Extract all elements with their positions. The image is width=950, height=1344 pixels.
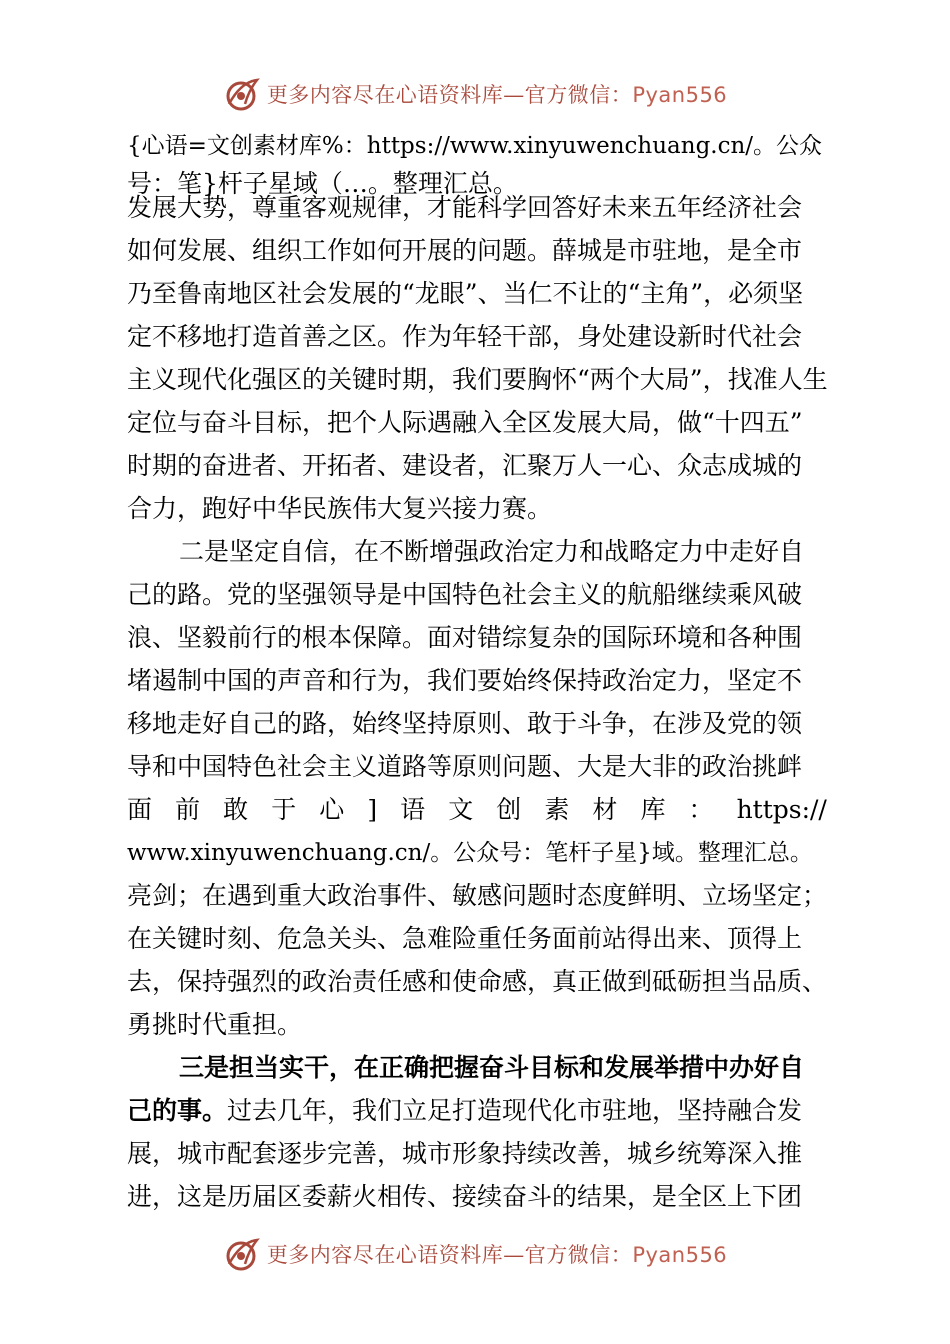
text-line: 己的路。党的坚强领导是中国特色社会主义的航船继续乘风破 <box>127 580 803 609</box>
text-line: 定不移地打造首善之区。作为年轻干部，身处建设新时代社会 <box>127 322 803 351</box>
text-line: 合力，跑好中华民族伟大复兴接力赛。 <box>127 494 553 523</box>
spread-char: 库 <box>640 795 666 824</box>
text-line: 发展大势，尊重客观规律，才能科学回答好未来五年经济社会 <box>127 193 803 222</box>
text-line: {心语=文创素材库%：https://www.xinyuwenchuang.cn/。公众 <box>127 133 823 159</box>
spread-text-line <box>127 790 827 830</box>
spread-char: https:// <box>736 795 827 824</box>
spread-char: 于 <box>271 795 297 824</box>
header-watermark-banner <box>0 72 950 116</box>
spread-char: ： <box>688 795 714 824</box>
spread-char: ] <box>367 795 378 824</box>
brush-logo-icon <box>223 74 263 114</box>
text-line: 浪、坚毅前行的根本保障。面对错综复杂的国际环境和各种围 <box>127 623 803 652</box>
spread-char: 材 <box>592 795 618 824</box>
spread-char: 前 <box>175 795 201 824</box>
text-line: 号：笔}杆子星域（…。整理汇总。 <box>127 169 518 198</box>
text-line: 移地走好自己的路，始终坚持原则、敢于斗争，在涉及党的领 <box>127 709 803 738</box>
bold-lead: 己的事。 <box>127 1096 228 1125</box>
text-line: 如何发展、组织工作如何开展的问题。薛城是市驻地，是全市 <box>127 236 803 265</box>
text-line: 导和中国特色社会主义道路等原则问题、大是大非的政治挑衅 <box>127 752 803 781</box>
spread-char: 心 <box>319 795 345 824</box>
text-line: www.xinyuwenchuang.cn/。公众号：笔杆子星}域。整理汇总。 <box>127 840 813 866</box>
spread-char: 语 <box>400 795 426 824</box>
watermark-text: 更多内容尽在心语资料库—官方微信：Pyan556 <box>266 83 728 107</box>
text-line: 定位与奋斗目标，把个人际遇融入全区发展大局，做“十四五” <box>127 408 803 437</box>
paragraph-two-heading: 二是坚定自信，在不断增强政治定力和战略定力中走好自 <box>179 537 805 566</box>
text-line: 亮剑；在遇到重大政治事件、敏感问题时态度鲜明、立场坚定； <box>127 881 828 910</box>
text-line: 在关键时刻、危急关头、急难险重任务面前站得出来、顶得上 <box>127 924 803 953</box>
watermark-text: 更多内容尽在心语资料库—官方微信：Pyan556 <box>266 1243 728 1267</box>
text-line: 进，这是历届区委薪火相传、接续奋斗的结果，是全区上下团 <box>127 1182 803 1211</box>
text-line: 勇挑时代重担。 <box>127 1010 303 1039</box>
text-line: 去，保持强烈的政治责任感和使命感，真正做到砥砺担当品质、 <box>127 967 828 996</box>
footer-watermark-banner <box>0 1232 950 1276</box>
spread-char: 文 <box>448 795 474 824</box>
text-line: 堵遏制中国的声音和行为，我们要始终保持政治定力，坚定不 <box>127 666 803 695</box>
paragraph-three-heading: 三是担当实干，在正确把握奋斗目标和发展举措中办好自 <box>179 1053 805 1082</box>
text-line: 主义现代化强区的关键时期，我们要胸怀“两个大局”，找准人生 <box>127 365 828 394</box>
spread-char: 创 <box>496 795 522 824</box>
spread-char: 面 <box>127 795 153 824</box>
brush-logo-icon <box>223 1234 263 1274</box>
text-line: 时期的奋进者、开拓者、建设者，汇聚万人一心、众志成城的 <box>127 451 803 480</box>
text-line: 乃至鲁南地区社会发展的“龙眼”、当仁不让的“主角”，必须坚 <box>127 279 804 308</box>
text-line <box>127 1091 827 1131</box>
spread-char: 敢 <box>223 795 249 824</box>
text-run: 过去几年，我们立足打造现代化市驻地，坚持融合发 <box>227 1096 803 1125</box>
text-line: 展，城市配套逐步完善，城市形象持续改善，城乡统筹深入推 <box>127 1139 803 1168</box>
spread-char: 素 <box>544 795 570 824</box>
